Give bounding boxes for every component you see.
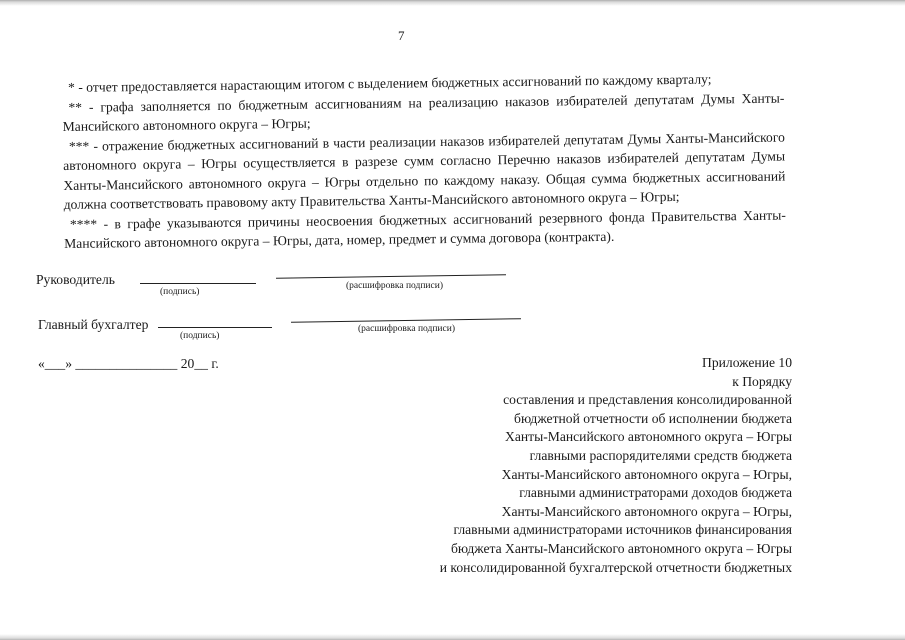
accountant-label: Главный бухгалтер — [38, 317, 149, 332]
head-label: Руководитель — [36, 272, 115, 287]
appendix-line: Ханты-Мансийского автономного округа – Югры, — [501, 503, 792, 519]
head-signature-line — [140, 283, 256, 284]
appendix-line: Ханты-Мансийского автономного округа – Югры, — [501, 466, 792, 482]
head-name-caption: (расшифровка подписи) — [346, 281, 443, 291]
appendix-line: Приложение 10 — [702, 355, 792, 370]
head-signature-caption: (подпись) — [160, 287, 200, 297]
page-number: 7 — [398, 28, 405, 43]
appendix-line: бюджетной отчетности об исполнении бюджета — [514, 410, 792, 426]
accountant-name-line — [291, 318, 521, 323]
appendix-line: к Порядку — [732, 373, 792, 389]
head-name-line — [276, 274, 506, 279]
accountant-name-caption: (расшифровка подписи) — [358, 324, 455, 334]
footnote-4: **** - в графе указываются причины неосвоения бюджетных ассигнований резервного фонда Правительства Ханты-Мансийского автономного округа – Югры, дата, номер, предмет и сумма договора (контракта). — [64, 207, 786, 251]
scan-edge-top — [0, 0, 905, 6]
scan-edge-bottom — [0, 634, 905, 640]
footnotes — [62, 69, 786, 254]
footnote-2: ** - графа заполняется по бюджетным ассигнованиям на реализацию наказов избирателей депутатам Думы Ханты-Мансийского автономного округа – Югры; — [62, 90, 785, 134]
footnote-3: *** - отражение бюджетных ассигнований в части реализации наказов избирателей депутатам Думы Ханты-Мансийского автономного округа – Югры осуществляется в разрезе сумм согласно Перечню наказов избирателей депутатам Думы Ханты-Мансийского автономного округа – Югры отдельно по каждому наказу. Общая сумма бюджетных ассигнований должна соответствовать правовому акту Правительства Ханты-Мансийского автономного округа – Югры; — [63, 129, 786, 212]
appendix-line: Ханты-Мансийского автономного округа – Югры — [505, 429, 792, 445]
accountant-signature-caption: (подпись) — [180, 331, 220, 341]
appendix-line: главными администраторами источников финансирования — [453, 522, 792, 538]
appendix-header — [408, 354, 792, 577]
appendix-line: и консолидированной бухгалтерской отчетности бюджетных — [439, 559, 792, 575]
appendix-line: составления и представления консолидированной — [503, 392, 792, 408]
footnote-1: * - отчет предоставляется нарастающим итогом с выделением бюджетных ассигнований по каждому кварталу; — [68, 71, 712, 95]
appendix-line: главными администраторами доходов бюджета — [519, 485, 792, 501]
appendix-line: главными распорядителями средств бюджета — [529, 447, 792, 463]
date-line: «___» _______________ 20__ г. — [38, 356, 219, 371]
accountant-signature-line — [158, 327, 272, 328]
appendix-line: бюджета Ханты-Мансийского автономного округа – Югры — [450, 540, 792, 556]
